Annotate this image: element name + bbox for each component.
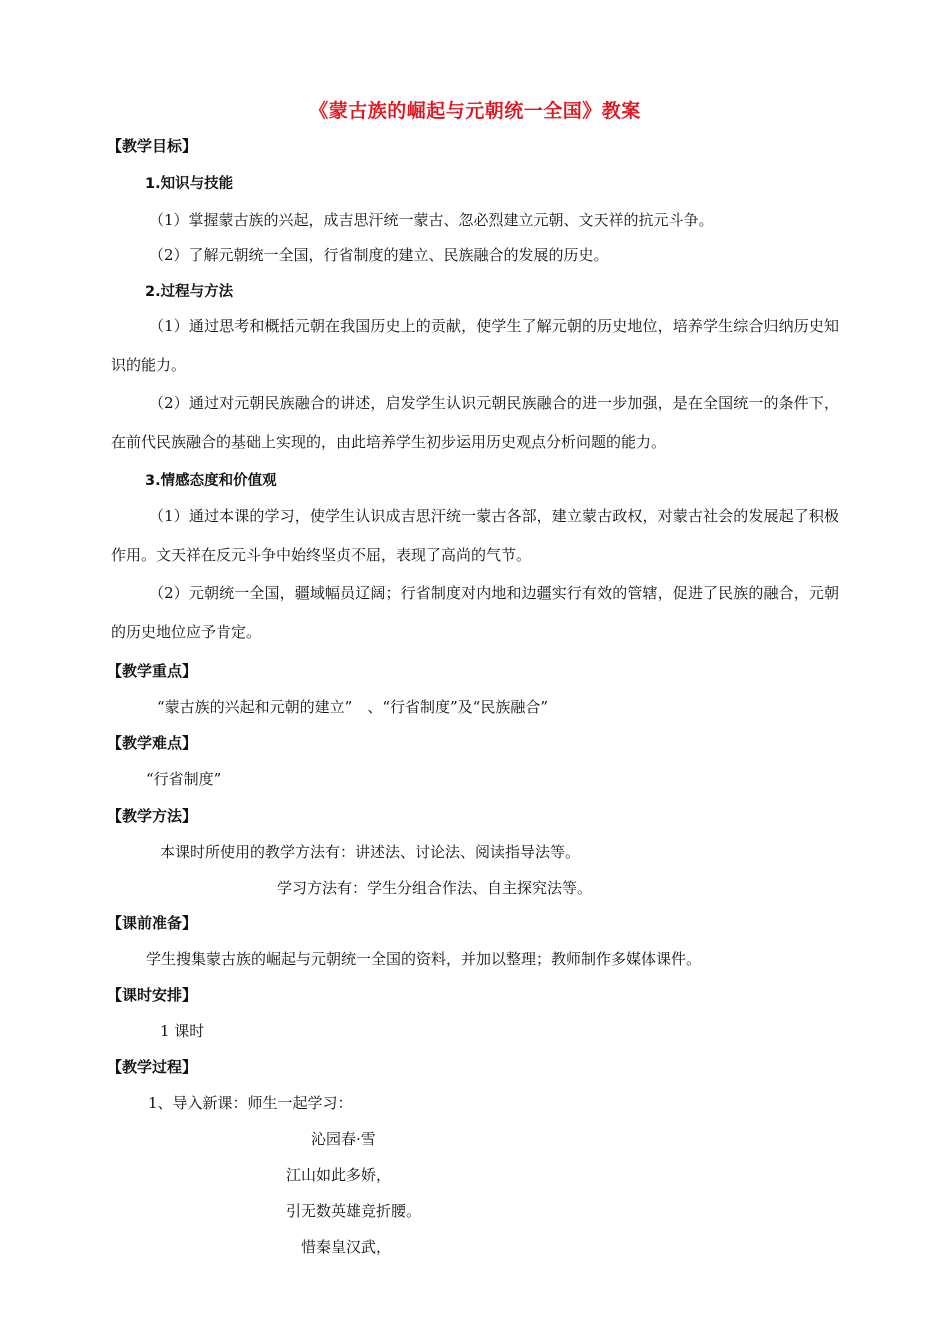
process-heading: 2.过程与方法 bbox=[145, 284, 234, 300]
difficulties-text: “行省制度” bbox=[146, 770, 222, 788]
emotion-heading: 3.情感态度和价值观 bbox=[145, 473, 277, 489]
learning-methods-text: 学习方法有：学生分组合作法、自主探究法等。 bbox=[277, 879, 593, 897]
poem-line-1: 江山如此多娇， bbox=[286, 1166, 392, 1184]
preparation-text: 学生搜集蒙古族的崛起与元朝统一全国的资料，并加以整理；教师制作多媒体课件。 bbox=[146, 950, 702, 968]
emotion-item-2: （2）元朝统一全国，疆域幅员辽阔；行省制度对内地和边疆实行有效的管辖，促进了民族的融合，元朝的历史地位应予肯定。 bbox=[111, 584, 839, 641]
poem-line-3: 惜秦皇汉武， bbox=[301, 1238, 392, 1256]
poem-line-2: 引无数英雄竞折腰。 bbox=[286, 1202, 422, 1220]
procedure-step-1: 1、导入新课：师生一起学习： bbox=[148, 1094, 353, 1112]
knowledge-heading: 1.知识与技能 bbox=[145, 176, 234, 192]
key-points-text: “蒙古族的兴起和元朝的建立” 、“行省制度”及“民族融合” bbox=[157, 698, 549, 716]
preparation-heading: 【课前准备】 bbox=[107, 914, 198, 932]
emotion-item-1: （1）通过本课的学习，使学生认识成吉思汗统一蒙古各部，建立蒙古政权，对蒙古社会的发展起了积极作用。文天祥在反元斗争中始终坚贞不屈，表现了高尚的气节。 bbox=[111, 507, 839, 564]
key-points-heading: 【教学重点】 bbox=[107, 662, 198, 680]
schedule-heading: 【课时安排】 bbox=[107, 986, 198, 1004]
knowledge-item-2: （2）了解元朝统一全国，行省制度的建立、民族融合的发展的历史。 bbox=[149, 246, 609, 264]
methods-heading: 【教学方法】 bbox=[107, 807, 198, 825]
process-item-2: （2）通过对元朝民族融合的讲述，启发学生认识元朝民族融合的进一步加强，是在全国统一的条件下，在前代民族融合的基础上实现的，由此培养学生初步运用历史观点分析问题的能力。 bbox=[111, 394, 839, 451]
poem-title: 沁园春·雪 bbox=[311, 1130, 376, 1148]
objectives-heading: 【教学目标】 bbox=[107, 137, 198, 155]
process-item-1: （1）通过思考和概括元朝在我国历史上的贡献，使学生了解元朝的历史地位，培养学生综合归纳历史知识的能力。 bbox=[111, 317, 839, 374]
teaching-methods-text: 本课时所使用的教学方法有：讲述法、讨论法、阅读指导法等。 bbox=[160, 843, 581, 861]
procedure-heading: 【教学过程】 bbox=[107, 1058, 198, 1076]
document-title: 《蒙古族的崛起与元朝统一全国》教案 bbox=[309, 100, 641, 122]
knowledge-item-1: （1）掌握蒙古族的兴起，成吉思汗统一蒙古、忽必烈建立元朝、文天祥的抗元斗争。 bbox=[149, 211, 714, 229]
difficulties-heading: 【教学难点】 bbox=[107, 734, 198, 752]
schedule-text: 1 课时 bbox=[160, 1022, 205, 1040]
